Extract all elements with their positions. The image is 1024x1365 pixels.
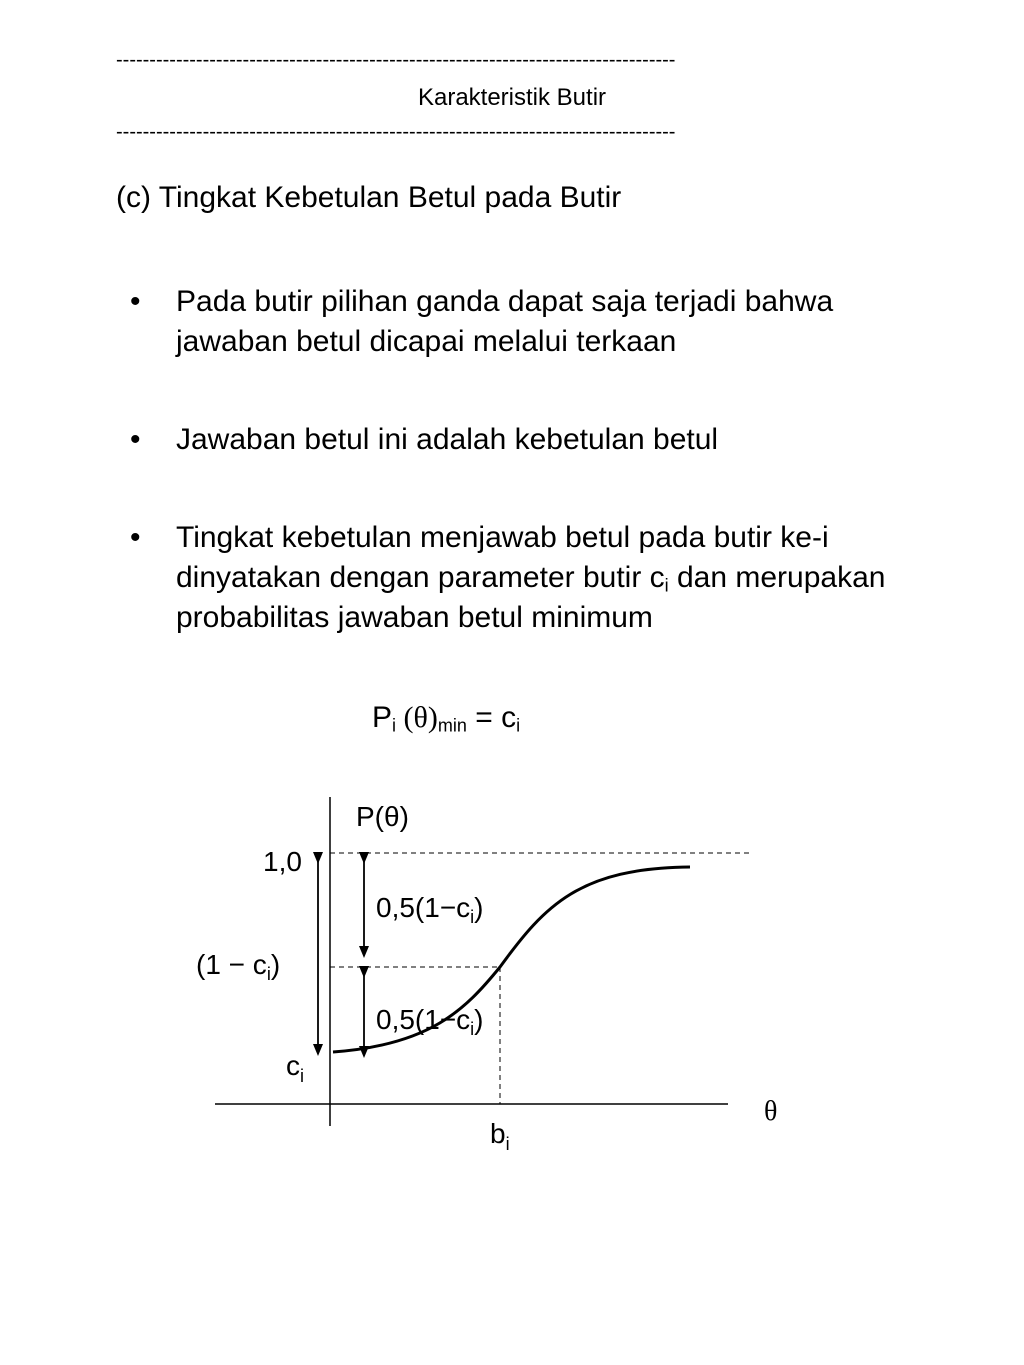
c-label: $c_i$ [286, 1050, 304, 1086]
formula-theta: (θ) [396, 701, 438, 734]
y-axis-label: P(θ) [356, 801, 409, 832]
icc-diagram [0, 780, 1024, 1200]
upper-range-label: $0,5(1-c_i)$ [376, 892, 484, 927]
formula-sub-min: min [437, 715, 467, 736]
bullet-text-part2: dan merupakan probabilitas jawaban betul minimum [176, 561, 886, 634]
left-range-label: $(1 - c_i)$ [196, 949, 281, 984]
bullet-text [176, 518, 936, 638]
bullet-text-subscript: i [664, 575, 669, 596]
formula-sub-i2: i [516, 715, 521, 736]
formula-p: P [372, 701, 393, 734]
formula-sub-i: i [392, 715, 397, 736]
bullet-dot-icon: • [130, 521, 141, 554]
x-axis-label: θ [764, 1096, 778, 1127]
b-label: $b_i$ [490, 1118, 510, 1154]
header-dash-line-bottom: ------------------------------------------------------------------------------------ [116, 121, 676, 143]
bullet-text: Pada butir pilihan ganda dapat saja terjadi bahwa jawaban betul dicapai melalui terkaan [176, 285, 834, 358]
lower-range-label: $0,5(1-c_i)$ [376, 1004, 484, 1039]
bullet-text-part1: Tingkat kebetulan menjawab betul pada butir ke-i dinyatakan dengan parameter butir c [176, 521, 829, 594]
header-title: Karakteristik Butir [417, 84, 607, 111]
bullet-text: Jawaban betul ini adalah kebetulan betul [176, 423, 719, 456]
formula-equals-c: = c [466, 701, 517, 734]
header-dash-line-top: ------------------------------------------------------------------------------------ [116, 49, 676, 71]
formula [372, 698, 520, 738]
bullet-dot-icon: • [130, 285, 141, 318]
tick-label-one: 1,0 [263, 846, 302, 877]
section-title: (c) Tingkat Kebetulan Betul pada Butir [116, 181, 622, 214]
bullet-dot-icon: • [130, 423, 141, 456]
